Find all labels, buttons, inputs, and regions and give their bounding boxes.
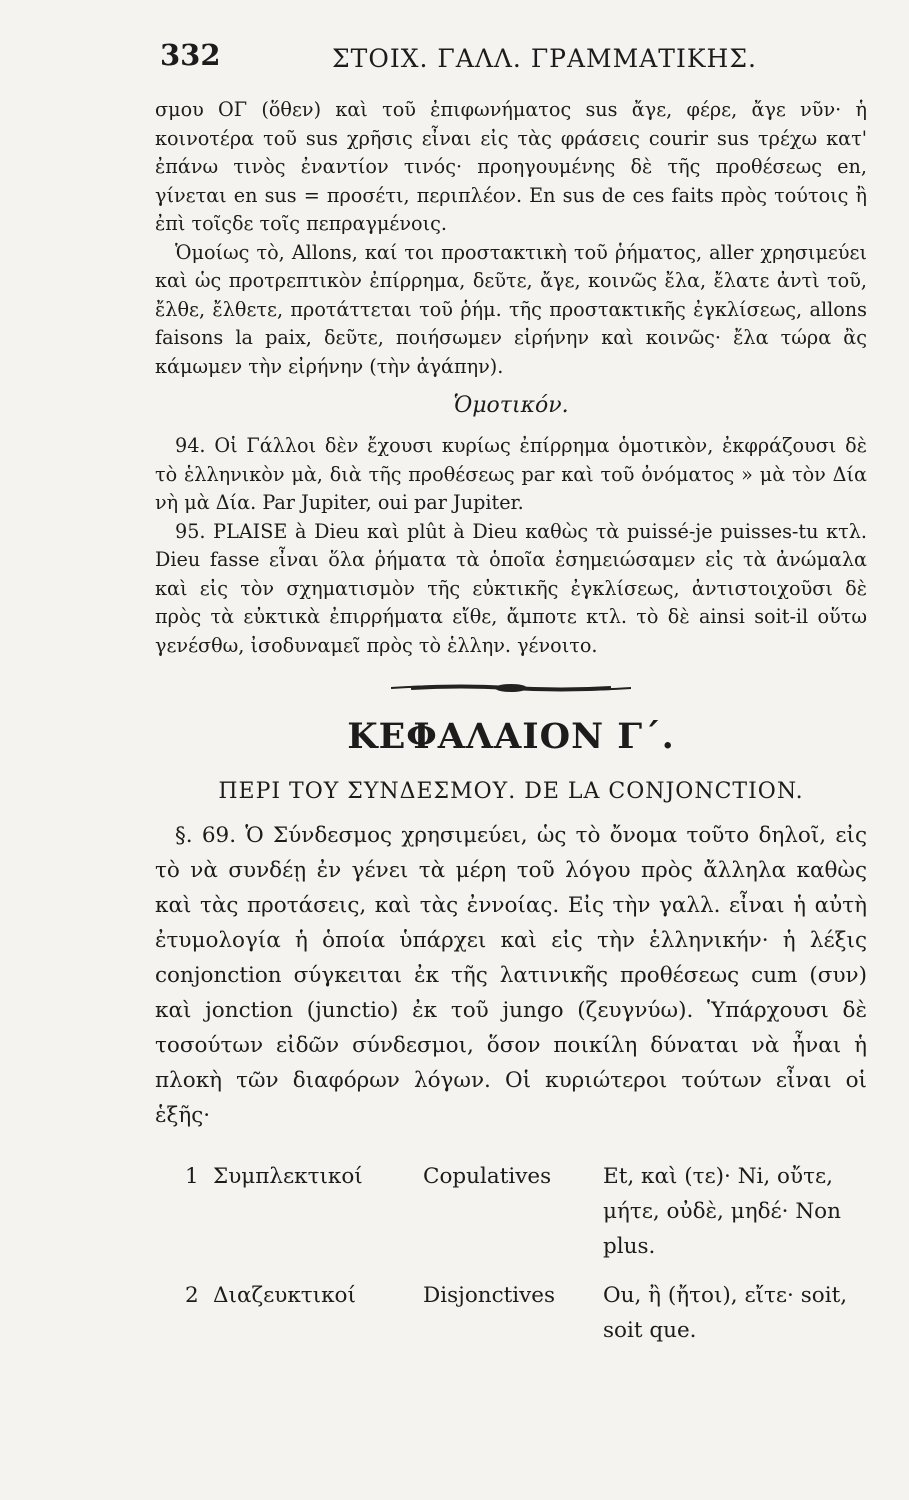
top-paragraphs <box>155 96 867 381</box>
list-item <box>155 1159 867 1264</box>
mid-paragraphs <box>155 432 867 660</box>
conjunction-list <box>155 1159 867 1348</box>
paragraph-69: §. 69. Ὁ Σύνδεσμος χρησιμεύει, ὡς τὸ ὄνομα τοῦτο δηλοῖ, εἰς τὸ νὰ συνδέῃ ἐν γένει τὰ μέρη τοῦ λόγου πρὸς ἄλληλα καθὼς καὶ τὰς προτάσεις, καὶ τὰς ἐννοίας. Εἰς τὴν γαλλ. εἶναι ἡ αὐτὴ ἐτυμολογία ἡ ὁποία ὑπάρχει καὶ εἰς τὴν ἑλληνικήν· ἡ λέξις conjonction σύγκειται ἐκ τῆς λατινικῆς προθέσεως cum (συν) καὶ jonction (junctio) ἐκ τοῦ jungo (ζευγνύω). Ὑπάρχουσι δὲ τοσούτων εἰδῶν σύνδεσμοι, ὅσον ποικίλη δύναται νὰ ἦναι ἡ πλοκὴ τῶν διαφόρων λόγων. Οἱ κυριώτεροι τούτων εἶναι οἱ ἑξῆς· <box>155 823 867 1128</box>
list-item-french: Disjonctives <box>423 1283 556 1308</box>
chapter-subtitle: ΠΕΡΙ ΤΟΥ ΣΥΝΔΕΣΜΟΥ. DE LA CONJONCTION. <box>218 779 804 804</box>
ornamental-divider <box>155 680 867 696</box>
paragraph-sus: σμου ΟΓ (ὅθεν) καὶ τοῦ ἐπιφωνήματος sus ἄγε, φέρε, ἄγε νῦν· ἡ κοινοτέρα τοῦ sus χρῆσις εἶναι εἰς τὰς φράσεις courir sus τρέχω κατ' ἐπάνω τινὸς ἐναντίον τινός· προηγουμένης δὲ τῆς προθέσεως en, γίνεται en sus = προσέτι, περιπλέον. En sus de ces faits πρὸς τούτοις ἢ ἐπὶ τοῖςδε τοῖς πεπραγμένοις. <box>155 98 867 235</box>
list-item-examples: Ou, ἢ (ἤτοι), εἴτε· soit, soit que. <box>603 1283 848 1343</box>
paragraph-allons: Ὁμοίως τὸ, Allons, καί τοι προστακτικὴ τοῦ ῥήματος, aller χρησιμεύει καὶ ὡς προτρεπτικὸν ἐπίρρημα, δεῦτε, ἄγε, κοινῶς ἔλα, ἔλατε ἀντὶ τοῦ, ἔλθε, ἔλθετε, προτάττεται τοῦ ῥήμ. τῆς προστακτικῆς ἐγκλίσεως, allons faisons la paix, δεῦτε, ποιήσωμεν εἰρήνην καὶ κοινῶς· ἔλα τώρα ἂς κάμωμεν τὴν εἰρήνην (τὴν ἀγάπην). <box>155 240 867 378</box>
paragraph-95: 95. PLAISE à Dieu καὶ plût à Dieu καθὼς τὰ puissé-je puisses-tu κτλ. Dieu fasse εἶναι ὅλα ῥήματα τὰ ὁποῖα ἐσημειώσαμεν εἰς τὰ ἀνώμαλα καὶ εἰς τὸν σχηματισμὸν τῆς εὐκτικῆς ἐγκλίσεως, ἀντιστοιχοῦσι δὲ πρὸς τὰ εὐκτικὰ ἐπιρρήματα εἴθε, ἄμποτε κτλ. τὸ δὲ ainsi soit-il οὕτω γενέσθω, ἰσοδυναμεῖ πρὸς τὸ ἑλλην. γένοιτο. <box>155 519 867 657</box>
paragraph-94: 94. Οἱ Γάλλοι δὲν ἔχουσι κυρίως ἐπίρρημα ὁμοτικὸν, ἐκφράζουσι δὲ τὸ ἑλληνικὸν μὰ, διὰ τῆς προθέσεως par καὶ τοῦ ὀνόματος » μὰ τὸν Δία νὴ μὰ Δία. Par Jupiter, oui par Jupiter. <box>155 434 867 514</box>
list-item-examples: Et, καὶ (τε)· Ni, οὔτε, μήτε, οὐδὲ, μηδέ· Non plus. <box>603 1164 841 1259</box>
list-item-french: Copulatives <box>423 1164 552 1189</box>
section-subheading: Ὁμοτικόν. <box>453 393 569 418</box>
list-item-greek: Συμπλεκτικοί <box>213 1164 363 1189</box>
running-title: ΣΤΟΙΧ. ΓΑΛΛ. ΓΡΑΜΜΑΤΙΚΗΣ. <box>332 44 757 73</box>
ornament-rule-icon <box>391 680 631 696</box>
running-head <box>0 38 909 88</box>
list-item <box>155 1278 867 1348</box>
list-item-number: 2 <box>185 1283 199 1308</box>
chapter-title: ΚΕΦΑΛΑΙΟΝ Γ΄. <box>347 716 675 757</box>
list-item-number: 1 <box>185 1164 199 1189</box>
section-69 <box>155 818 867 1133</box>
page-number: 332 <box>160 38 221 72</box>
page-body <box>155 96 867 1362</box>
list-item-greek: Διαζευκτικοί <box>213 1283 356 1308</box>
